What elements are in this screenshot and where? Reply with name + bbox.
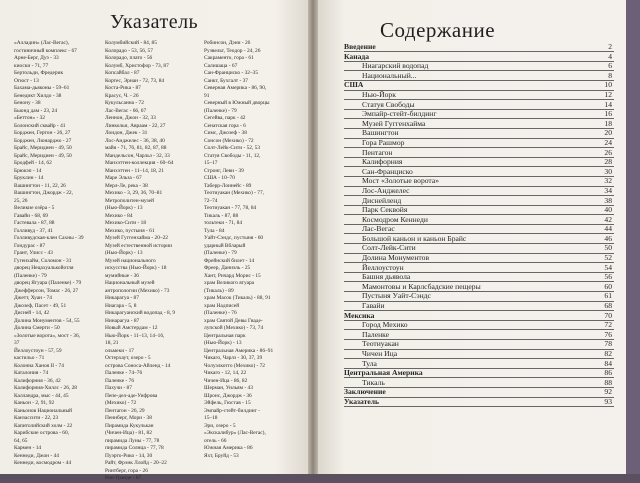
index-entry: (Паленке) - 76: [204, 310, 237, 316]
index-entry: 64, 65: [14, 437, 28, 444]
toc-label: Гора Рашмор: [362, 137, 405, 147]
index-entry: Бертольди, Фредерик: [14, 70, 64, 76]
index-entry: Колорадо - 53, 56, 57: [105, 47, 153, 54]
index-entry: гостиничный комплекс - 67: [14, 47, 77, 54]
index-entry: Сенатская гора - 6: [204, 122, 246, 129]
index-entry: Пуэрто-Рико - 14, 30: [105, 452, 153, 459]
toc-entry: [344, 320, 614, 330]
index-title: Указатель: [110, 11, 199, 33]
index-entry: Тикаль - 87, 88: [204, 212, 239, 219]
index-entry: Северная Америка - 86, 90,: [204, 85, 267, 91]
toc-label: Тикаль: [362, 377, 385, 387]
toc-label: Введение: [344, 42, 376, 51]
index-entry: Кармен - 14: [14, 445, 42, 451]
index-entry: Колумб, Христофор - 73, 87: [105, 62, 169, 69]
index-entry: Робинсон, Дэни - 26: [204, 40, 251, 46]
index-entry: Великие озёра - 5: [14, 205, 55, 211]
index-entry: Шронс, Джордж - 36: [204, 392, 252, 399]
toc-entry: [344, 61, 614, 71]
toc-entry: [344, 349, 614, 359]
index-entry: Музей естественной истории: [105, 242, 172, 249]
index-entry: Паленке - 76: [105, 377, 135, 384]
toc-page-number: 82: [604, 349, 612, 358]
toc-label: Гавайи: [362, 301, 385, 311]
index-entry: Пентагон - 26, 29: [105, 407, 145, 414]
index-entry: Колорадо, плато - 56: [105, 55, 153, 61]
index-entry: 15–17: [204, 160, 218, 166]
toc-page-number: 42: [604, 214, 612, 224]
index-column-2: [105, 40, 197, 483]
index-entry: 37: [14, 340, 20, 346]
toc-label: Мексика: [344, 310, 375, 320]
toc-entry: [344, 378, 614, 388]
toc-page-number: 30: [604, 166, 612, 176]
index-entry: (Мехико) - 72: [105, 400, 137, 406]
index-entry: Мехико - 3, 29, 36, 70–81: [105, 190, 163, 196]
index-entry: Стронг, Леви - 39: [204, 167, 244, 174]
toc-label: Центральная Америка: [344, 368, 423, 378]
index-entry: Южная Америка - 86: [204, 445, 253, 451]
toc-label: Пентагон: [362, 147, 393, 157]
index-entry: Шерман, Уильям - 43: [204, 385, 253, 391]
toc-page-number: 60: [604, 281, 612, 291]
index-entry: пирамида Солнца - 77, 78: [105, 445, 164, 451]
index-entry: Лос-Анджелес - 36, 38, 40: [105, 137, 165, 144]
index-entry: Эри, озеро - 5: [204, 422, 236, 429]
toc-page-number: 44: [604, 224, 612, 234]
toc-page-number: 54: [604, 262, 612, 272]
index-entry: Брюкэп - 14: [14, 167, 42, 174]
index-entry: 18, 21: [105, 340, 119, 346]
index-entry: киоски - 71, 77: [14, 62, 49, 69]
toc-label: Мамонтовы и Карлсбадские пещеры: [362, 281, 481, 291]
toc-page-number: 14: [604, 99, 612, 109]
index-entry: Болонский сквайр - 41: [14, 122, 66, 129]
toc-page-number: 16: [604, 109, 612, 119]
toc-label: Парк Секвойя: [362, 205, 408, 215]
toc-label: Ниагарский водопад: [362, 61, 429, 71]
index-entry: Статуя Свободы - 11, 12,: [204, 152, 261, 159]
index-entry: «Алладин» (Лас-Вегас),: [14, 40, 70, 46]
index-entry: Гавайи - 68, 69: [14, 212, 48, 219]
toc-label: Статуя Свободы: [362, 99, 415, 109]
index-entry: «Золотые ворота», мост - 36,: [14, 332, 80, 339]
index-entry: мумийные - 36: [105, 272, 139, 279]
toc-page-number: 18: [604, 118, 612, 128]
toc-entry: [344, 157, 614, 167]
toc-page-number: 86: [604, 368, 612, 378]
toc-section: [344, 42, 614, 52]
index-entry: Центральная Америка - 86–91: [204, 347, 274, 354]
index-entry: Линкольн, Авраам - 22, 27: [105, 122, 166, 129]
toc-label: Нью-Йорк: [362, 89, 396, 99]
index-entry: Калифорния-Хиллс - 26, 28: [14, 385, 77, 391]
index-entry: Кеннеди, Джон - 44: [14, 452, 59, 459]
index-entry: Каньон - 2, 91, 92: [14, 400, 55, 406]
index-entry: Северный в Южный дворцы: [204, 100, 270, 106]
toc-entry: [344, 330, 614, 340]
toc-page-number: 8: [608, 70, 612, 80]
index-entry: Новый Амстердам - 12: [105, 325, 158, 331]
index-entry: тольтеки - 71, 84: [204, 220, 243, 226]
toc-page-number: 28: [604, 157, 612, 167]
toc-entry: [344, 196, 614, 206]
toc-label: Эмпайр-стейт-билдинг: [362, 109, 437, 119]
index-entry: Мерл-Ле, река - 38: [105, 182, 148, 189]
index-entry: Джетт, Хуан - 74: [14, 295, 52, 301]
index-entry: ольмеки - 17: [105, 347, 134, 354]
index-entry: Долина Смерти - 50: [14, 325, 60, 331]
index-entry: Паленке - 74–76: [105, 370, 143, 376]
index-entry: Музей национального: [105, 257, 156, 264]
index-entry: Рио-Гранде - 67: [105, 475, 142, 481]
index-entry: Капитолийский холм - 22: [14, 422, 73, 429]
toc-entry: [344, 128, 614, 138]
index-entry: Теотиуакан - 77, 78, 84: [204, 205, 257, 211]
index-entry: Колумбийский - 84, 85: [105, 40, 157, 46]
index-entry: Фрейнский билет - 14: [204, 257, 255, 264]
toc-page-number: 34: [604, 185, 612, 195]
toc-section: [344, 52, 614, 62]
index-entry: Бьюнд дам - 23, 24: [14, 107, 58, 114]
index-entry: Лондон, Джек - 31: [105, 130, 148, 136]
toc-label: Солт-Лейк-Сити: [362, 243, 416, 253]
index-entry: Калифорния - 36, 42: [14, 377, 61, 384]
toc-label: Диснейленд: [362, 195, 402, 205]
toc-label: Вашингтон: [362, 128, 399, 138]
index-entry: Лас-Вегас - 66, 67: [105, 107, 147, 114]
index-entry: Фреер, Даниэль - 25: [204, 265, 251, 271]
index-entry: Чичен-Ица - 86, 82: [204, 377, 248, 384]
index-entry: Метрополитен-музей: [105, 197, 154, 204]
toc-label: Национальный...: [362, 70, 417, 80]
contents-title: Содержание: [380, 18, 496, 42]
toc-label: Башня дьявола: [362, 272, 411, 282]
index-entry: Кукульсанна - 72: [105, 100, 144, 106]
toc-label: Большой каньон и каньон Брайс: [362, 233, 467, 243]
index-entry: острова Соноса-Айленд - 14: [105, 362, 171, 369]
toc-entry: [344, 243, 614, 253]
index-entry: Грант, Улисс - 43: [14, 250, 53, 256]
toc-page-number: 78: [604, 339, 612, 349]
index-entry: Копсайбал - 87: [105, 70, 140, 76]
index-entry: Хант, Ричард Морис - 15: [204, 272, 261, 279]
toc-page-number: 72: [604, 320, 612, 330]
toc-page-number: 84: [604, 358, 612, 368]
index-entry: Центральная парк: [204, 332, 246, 339]
toc-entry: [344, 90, 614, 100]
index-entry: Бенону - 38: [14, 100, 41, 106]
index-entry: Райт, Фрэнк Ллойд - 20–22: [105, 460, 167, 466]
toc-label: Заключение: [344, 387, 386, 397]
index-entry: Брайс, Меридиен - 49, 50: [14, 145, 72, 151]
index-entry: 15–18: [204, 415, 218, 421]
toc-label: Теотиуакан: [362, 339, 399, 349]
index-entry: майя - 71, 76, 81, 82, 87, 88: [105, 145, 167, 151]
index-entry: отель - 66: [204, 437, 227, 444]
index-entry: Сакраменто, гора - 61: [204, 55, 254, 61]
index-entry: Рузвельт, Теодор - 24, 26: [204, 47, 261, 54]
index-entry: Джозеф, Пасет - 49, 51: [14, 302, 67, 309]
book-cover-edge: [626, 0, 640, 474]
index-entry: Гастевала - 87, 88: [14, 220, 55, 226]
index-entry: дворец Нецахуалькойотля: [14, 265, 74, 271]
index-entry: Чолуэлкотго (Мехико) - 72: [204, 362, 265, 369]
toc-label: Калифорния: [362, 157, 403, 167]
index-entry: Канзассити - 22, 23: [14, 415, 59, 421]
toc-page-number: 46: [604, 233, 612, 243]
index-entry: искусства (Нью-Йорк) - 18: [105, 265, 167, 271]
index-entry: «Экскалибур» (Лас-Вегас),: [204, 430, 266, 436]
index-entry: Салишаца - 67: [204, 62, 238, 69]
toc-entry: [344, 339, 614, 349]
index-entry: Теотиуакан (Мехико) - 77,: [204, 190, 265, 196]
index-entry: ударный Вбларый: [204, 242, 246, 249]
toc-label: Пустыня Уайт-Сэндс: [362, 291, 431, 301]
toc-page-number: 68: [604, 301, 612, 311]
index-entry: Мехико - 84: [105, 212, 133, 219]
toc-entry: [344, 148, 614, 158]
index-entry: Мандельсон, Чарльз - 32, 33: [105, 152, 170, 159]
index-entry: (Паленке) - 79: [204, 250, 237, 256]
toc-page-number: 40: [604, 205, 612, 215]
toc-leader-line: [344, 397, 614, 407]
toc-page-number: 4: [608, 51, 612, 61]
toc-page-number: 2: [608, 42, 612, 51]
index-entry: «Беттон» - 32: [14, 115, 45, 121]
toc-label: Лос-Анджелес: [362, 185, 410, 195]
toc-label: Указатель: [344, 396, 380, 406]
index-entry: дворец Ягуара (Паленке) - 79: [14, 280, 82, 286]
index-entry: Сонсон (Мехико) - 72: [204, 137, 254, 144]
index-entry: Брайс, Меридиен - 49, 50: [14, 152, 72, 159]
index-entry: Сегейва, парк - 42: [204, 115, 246, 121]
index-entry: Долина Монументов - 54, 55: [14, 317, 80, 324]
toc-label: Лас-Вегас: [362, 224, 395, 234]
index-entry: Калландра, мыс - 44, 45: [14, 392, 69, 399]
index-entry: Бродфей - 14, 62: [14, 160, 52, 166]
index-entry: 25, 26: [14, 197, 28, 204]
toc-label: США: [344, 80, 364, 90]
index-entry: Остерхаут, озеро - 5: [105, 355, 151, 361]
index-entry: Чикаго, Чарлз - 30, 37, 39: [204, 355, 263, 361]
toc-entry: [344, 71, 614, 81]
index-entry: США - 10–70: [204, 175, 235, 181]
toc-page-number: 70: [604, 310, 612, 320]
toc-label: Сан-Франциско: [362, 166, 413, 176]
toc-label: Музей Гуггенхайма: [362, 118, 426, 128]
index-entry: Никарагуанский водопад - 8, 9: [105, 310, 176, 316]
toc-entry: [344, 186, 614, 196]
toc-entry: [344, 100, 614, 110]
index-entry: храм Святой Девы Гваде-: [204, 317, 263, 324]
index-entry: Карибские острова - 60,: [14, 430, 70, 436]
toc-entry: [344, 224, 614, 234]
index-entry: Нью-Йорк - 11–13, 14–16,: [105, 332, 165, 339]
index-entry: Пирамида Кукулькан: [105, 422, 154, 429]
index-entry: (Нью-Йорк) - 13: [105, 205, 143, 211]
index-entry: (Нью-Йорк) - 13: [105, 250, 143, 256]
toc-label: Чичен Ица: [362, 349, 398, 358]
toc-page-number: 50: [604, 243, 612, 253]
book-gutter: [308, 0, 318, 474]
toc-entry: [344, 138, 614, 148]
toc-entry: [344, 282, 614, 292]
toc-section: [344, 80, 614, 90]
index-entry: Кеннеди, космодром - 44: [14, 460, 72, 466]
index-entry: Уайт-Сэндс, пустыня - 60: [204, 235, 264, 241]
toc-entry: [344, 109, 614, 119]
toc-entry: [344, 167, 614, 177]
index-entry: Солт-Лейк-Сити - 52, 53: [204, 145, 261, 151]
index-entry: Коста-Рика - 87: [105, 85, 141, 91]
toc-label: Город Мехико: [362, 320, 408, 330]
index-entry: Бенедикт Хилдо - 38: [14, 92, 62, 99]
toc-page-number: 92: [604, 387, 612, 397]
index-entry: Вашингтон, Джордж - 22,: [14, 190, 73, 196]
toc-page-number: 88: [604, 377, 612, 387]
toc-page-number: 56: [604, 272, 612, 282]
toc-entry: [344, 205, 614, 215]
toc-label: Йеллоустоун: [362, 262, 404, 272]
index-entry: Тула - 84: [204, 227, 225, 234]
toc-page-number: 24: [604, 137, 612, 147]
index-entry: Колонна Ханоя II - 74: [14, 362, 64, 369]
index-entry: Бахама-дьяконы - 59–61: [14, 85, 70, 91]
index-entry: антропологии (Мехико) - 73: [105, 287, 170, 294]
toc-entry: [344, 234, 614, 244]
index-entry: Национальный музей: [105, 280, 155, 286]
toc-entry: [344, 253, 614, 263]
toc-entry: [344, 119, 614, 129]
toc-label: Канада: [344, 51, 370, 61]
index-entry: Борджен, Гертон - 26, 27: [14, 130, 71, 136]
index-entry: Манхэттен-коллекция - 60–64: [105, 160, 174, 166]
toc-entry: [344, 301, 614, 311]
index-entry: Борджен, Люнарджо - 27: [14, 137, 72, 144]
index-entry: Гугенхайм, Соломон - 31: [14, 257, 72, 264]
toc-section: [344, 387, 614, 397]
index-column-3: [204, 40, 304, 460]
index-entry: 72–74: [204, 197, 218, 204]
index-entry: Эмпайр-стейт-билдинг -: [204, 407, 260, 414]
index-entry: Красус, Ч. - 26: [105, 92, 139, 99]
toc-entry: [344, 359, 614, 369]
index-entry: (Паленке) - 79: [204, 107, 237, 114]
toc-page-number: 76: [604, 329, 612, 339]
table-of-contents: [344, 42, 614, 407]
index-entry: Кортес, Эрнан - 72, 73, 84: [105, 77, 165, 84]
toc-label: Тула: [362, 358, 377, 368]
index-entry: Вашингтон - 11, 22, 26: [14, 182, 66, 189]
toc-entry: [344, 215, 614, 225]
toc-page-number: 10: [604, 80, 612, 90]
toc-entry: [344, 176, 614, 186]
toc-page-number: 20: [604, 128, 612, 138]
index-entry: Таберр-Лоннейс - 89: [204, 182, 252, 189]
index-entry: Арне-Берг, Дуэ - 33: [14, 55, 59, 61]
index-entry: Дисней - 14, 42: [14, 310, 50, 316]
index-entry: (Чичен-Ица) - 81, 82: [105, 430, 152, 436]
toc-entry: [344, 263, 614, 273]
toc-section: [344, 368, 614, 378]
index-entry: Манхэттен - 11–14, 18, 21: [105, 167, 164, 174]
index-entry: Эйфель, Гюстав - 15: [204, 400, 251, 406]
index-entry: Сан-Франциско - 32–35: [204, 70, 259, 76]
toc-section: [344, 397, 614, 407]
index-entry: Ниагара - 5, 8: [105, 302, 137, 309]
index-entry: (Тикаль) - 89: [204, 287, 234, 294]
toc-page-number: 6: [608, 61, 612, 71]
toc-page-number: 32: [604, 176, 612, 186]
toc-page-number: 38: [604, 195, 612, 205]
index-entry: Каньонов Национальный: [14, 407, 73, 414]
index-entry: Симс, Джозеф - 38: [204, 130, 247, 136]
index-entry: храм Великого ягуара: [204, 280, 255, 286]
index-entry: Маре Эльза - 67: [105, 175, 142, 181]
index-entry: храм Надписей: [204, 302, 240, 309]
toc-label: Мост «Золотые ворота»: [362, 176, 440, 186]
index-entry: Бруклин - 14: [14, 175, 44, 181]
index-entry: пирамида Луны - 77, 78: [105, 437, 160, 444]
toc-page-number: 93: [604, 396, 612, 406]
index-entry: Джефферсон, Томас - 26, 27: [14, 287, 79, 294]
index-entry: лупской (Мехико) - 73, 74: [204, 325, 264, 331]
index-entry: Пахучи - 87: [105, 385, 132, 391]
index-entry: Нинарагуа - 87: [105, 317, 140, 324]
index-entry: Леннон, Джон - 32, 33: [105, 115, 156, 121]
index-entry: Мехико, пустыня - 61: [105, 227, 155, 234]
index-column-1: [14, 40, 99, 468]
index-entry: Каталония - 74: [14, 370, 49, 376]
toc-section: [344, 311, 614, 321]
index-entry: храм Масок (Тикаль) - 88, 91: [204, 295, 271, 301]
toc-label: Космодром Кеннеди: [362, 214, 428, 224]
index-entry: Чикаго - 12, 14, 22: [204, 370, 247, 376]
index-entry: Голливудская-клен Сахны - 39: [14, 235, 84, 241]
index-entry: Пепе-дел-аде-Уифрова: [105, 392, 158, 399]
index-entry: кастильо - 71: [14, 355, 45, 361]
index-entry: Яхт, Бруйд - 53: [204, 452, 239, 459]
index-entry: Ринтберг, гора - 26: [105, 467, 148, 474]
toc-page-number: 26: [604, 147, 612, 157]
index-entry: Пеннберг, Мори - 38: [105, 415, 152, 421]
index-entry: Гондурас - 87: [14, 242, 46, 249]
index-entry: Санкт, Бухгалт - 37: [204, 77, 248, 84]
toc-label: Долина Монументов: [362, 253, 430, 263]
toc-label: Паленке: [362, 329, 390, 339]
index-entry: 91: [204, 92, 210, 99]
toc-entry: [344, 291, 614, 301]
toc-page-number: 12: [604, 89, 612, 99]
toc-page-number: 61: [604, 291, 612, 301]
index-entry: (Нью-Йорк) - 13: [204, 340, 242, 346]
index-entry: Огюст - 13: [14, 77, 39, 84]
index-entry: Мехико-Сити - 18: [105, 220, 147, 226]
toc-entry: [344, 272, 614, 282]
index-entry: Никарагуа - 87: [105, 295, 139, 301]
index-entry: (Паленке) - 79: [14, 272, 47, 279]
index-entry: Голливуд - 37, 41: [14, 227, 53, 234]
index-entry: Музей Гуггенхайма - 20–22: [105, 235, 168, 241]
index-entry: Йеллоустоун - 57, 59: [14, 347, 62, 354]
toc-page-number: 52: [604, 253, 612, 263]
